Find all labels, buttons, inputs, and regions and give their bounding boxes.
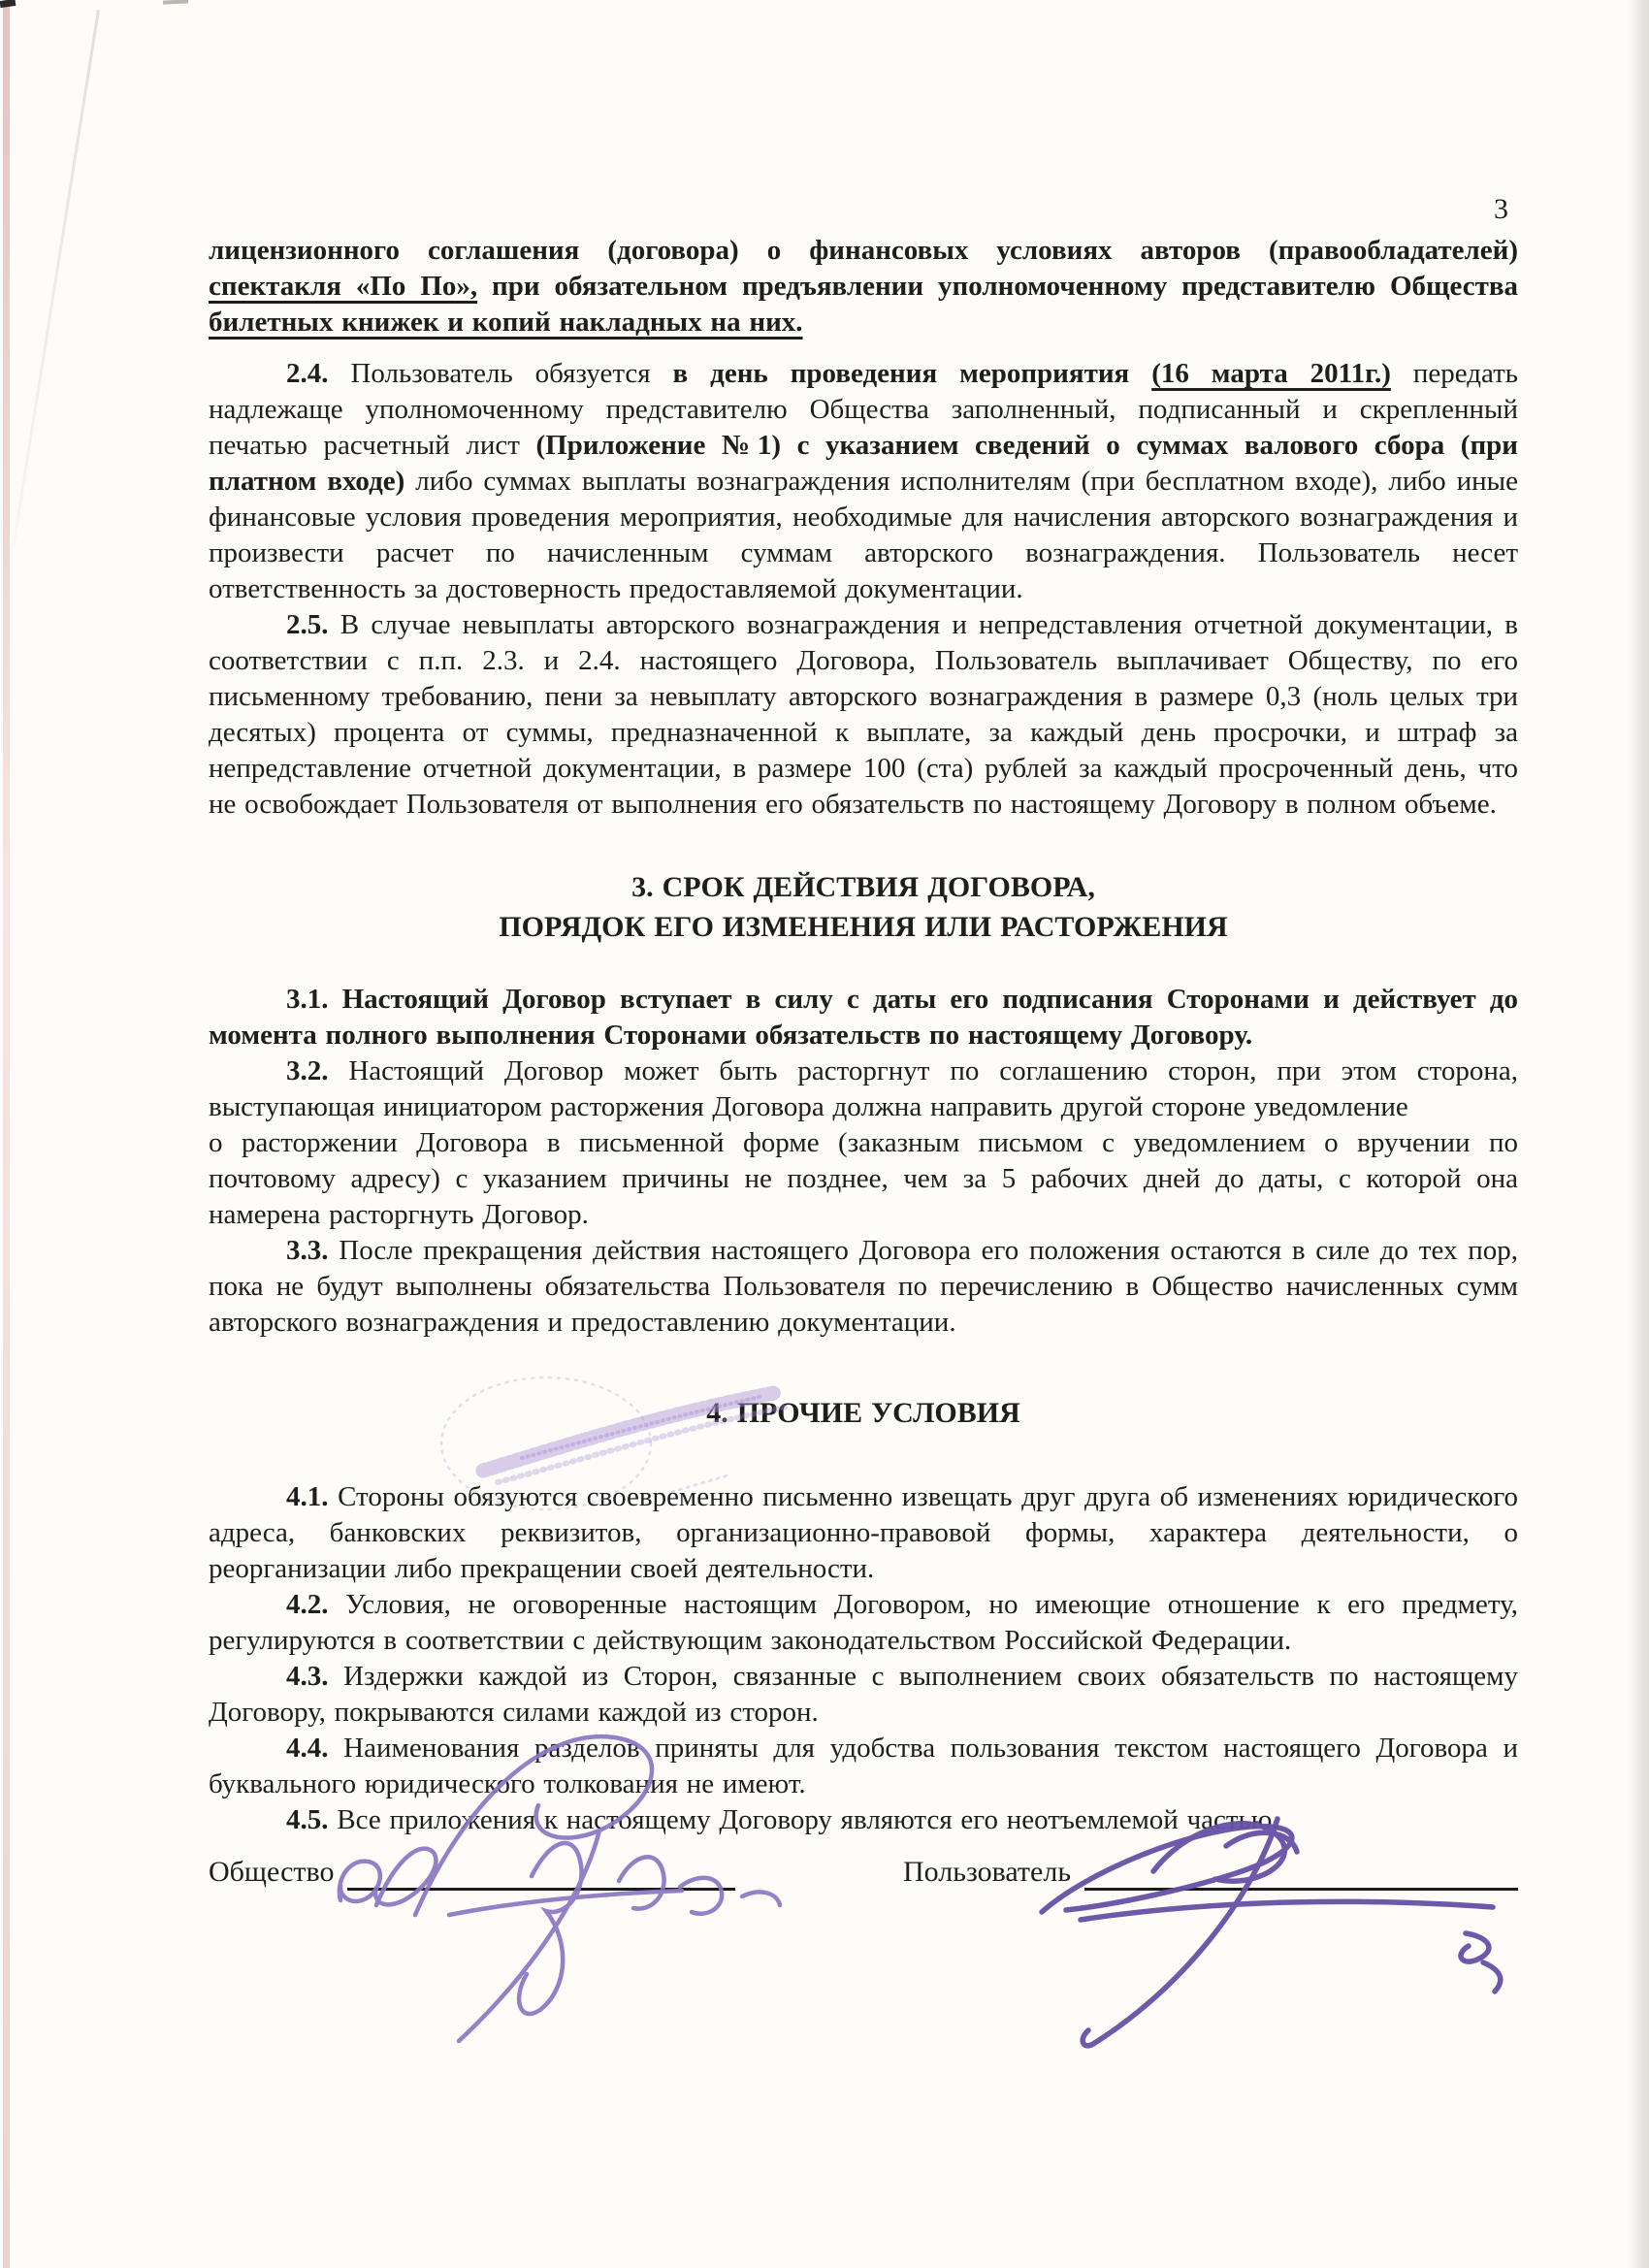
p45-text: Все приложения к настоящему Договору являются его неотъемлемой частью. [328, 1804, 1279, 1835]
paragraph-3-3 [209, 1233, 1518, 1341]
user-label: Пользователь [903, 1856, 1071, 1888]
p42-text: Условия, не оговоренные настоящим Договором, но имеющие отношение к его предмету, регулируются в соответствии с действующим законодательством Российской Федерации. [209, 1589, 1518, 1656]
p45-number: 4.5. [286, 1804, 329, 1835]
signature-row [209, 1854, 1518, 1891]
section-3-heading-block [209, 867, 1518, 947]
paragraph-3-1: 3.1. Настоящий Договор вступает в силу с даты его подписания Сторонами и действует до момента полного выполнения Сторонами обязательств по настоящему Договору. [209, 984, 1518, 1051]
section-3-title-line1: 3. СРОК ДЕЙСТВИЯ ДОГОВОРА, [631, 871, 1095, 903]
p33-text: После прекращения действия настоящего Договора его положения остаются в силе до тех пор, пока не будут выполнены обязательства Пользователя по перечислению в Общество начисленных сумм авторского вознаграждения и предоставлению документации. [209, 1235, 1518, 1338]
p24-date-underlined: (16 марта 2011г.) [1151, 358, 1391, 389]
scan-top-dash [163, 0, 188, 5]
scan-crease [12, 10, 100, 547]
section-4-heading-block [209, 1393, 1518, 1433]
user-signature-line [1084, 1855, 1518, 1891]
p25-number: 2.5. [286, 609, 329, 640]
user-signature-block [903, 1854, 1518, 1891]
p24-seg1: Пользователь обязуется [328, 358, 673, 389]
p25-text: В случае невыплаты авторского вознаграждения и непредставления отчетной документации, в соответствии с п.п. 2.3. и 2.4. настоящего Договора, Пользователь выплачивает Обществу, по его письменному требованию, пени за невыплату авторского вознаграждения в размере 0,3 (ноль целых три десятых) процента от суммы, предназначенной к выплате, за каждый день просрочки, и штраф за непредставление отчетной документации, в размере 100 (ста) рублей за каждый просроченный день, что не освобождает Пользователя от выполнения его обязательств по настоящему Договору в полном объеме. [209, 609, 1518, 820]
p44-number: 4.4. [286, 1733, 329, 1764]
p43-number: 4.3. [286, 1661, 329, 1692]
cont-seg-c: при обязательном предъявлении уполномоченному представителю Общества [477, 271, 1518, 302]
p32-text: Настоящий Договор может быть расторгнут по соглашению сторон, при этом сторона, выступающая инициатором расторжения Договора должна направить другой стороне уведомление [209, 1055, 1518, 1122]
paragraph-4-5 [209, 1802, 1518, 1838]
paragraph-2-5 [209, 607, 1518, 823]
paragraph-4-1 [209, 1479, 1518, 1587]
p24-seg5-bold: (Приложение №1) с указанием сведений о суммах валового сбора (при платном входе) [209, 430, 1518, 497]
society-signature-line [347, 1855, 735, 1891]
p43-text: Издержки каждой из Сторон, связанные с выполнением своих обязательств по настоящему Договору, покрываются силами каждой из сторон. [209, 1661, 1518, 1728]
paragraph-2-4 [209, 356, 1518, 607]
paragraph-4-3 [209, 1659, 1518, 1731]
p42-number: 4.2. [286, 1589, 329, 1620]
p32-number: 3.2. [286, 1055, 329, 1086]
page-number: 3 [1494, 193, 1508, 225]
paragraph-continuation [209, 233, 1518, 340]
p41-number: 4.1. [286, 1481, 329, 1512]
scan-edge-right [1628, 0, 1649, 2268]
p41-text: Стороны обязуются своевременно письменно извещать друг друга об изменениях юридического адреса, банковских реквизитов, организационно-правовой формы, характера деятельности, о реорганизации либо прекращении своей деятельности. [209, 1481, 1518, 1584]
p24-seg4: передать надлежаще уполномоченному представителю Общества заполненный, подписанный и скрепленный печатью расчетный лист [209, 358, 1518, 461]
scan-corner-speck [0, 0, 16, 8]
p33-number: 3.3. [286, 1235, 329, 1266]
cont-seg-a: лицензионного соглашения (договора) о финансовых условиях авторов (правообладателей) [209, 235, 1518, 266]
paragraph-3-2 [209, 1053, 1518, 1125]
section-3-title-line2: ПОРЯДОК ЕГО ИЗМЕНЕНИЯ ИЛИ РАСТОРЖЕНИЯ [499, 911, 1228, 943]
spacer [209, 340, 1518, 356]
p24-seg6: либо суммах выплаты вознаграждения исполнителям (при бесплатном входе), либо иные финансовые условия проведения мероприятия, необходимые для начисления авторского вознаграждения и произвести расчет по начисленным суммам авторского вознаграждения. Пользователь несет ответственность за достоверность предоставляемой документации. [209, 466, 1518, 604]
p24-seg2-bold: в день проведения мероприятия [672, 358, 1152, 389]
section-4-title: 4. ПРОЧИЕ УСЛОВИЯ [706, 1397, 1020, 1429]
paragraph-4-4 [209, 1731, 1518, 1802]
cont-seg-underlined-tickets: билетных книжек и копий накладных на них. [209, 307, 803, 338]
society-label: Общество [209, 1856, 335, 1888]
paragraph-4-2 [209, 1587, 1518, 1659]
scan-edge-left [3, 0, 10, 2268]
document-content [209, 192, 1518, 1891]
cont-seg-underlined-title: спектакля «По По», [209, 271, 478, 302]
p24-number: 2.4. [286, 358, 329, 389]
paragraph-3-2-continuation: о расторжении Договора в письменной форме (заказным письмом с уведомлением о вручении по почтовому адресу) с указанием причины не позднее, чем за 5 рабочих дней до даты, с которой она намерена расторгнуть Договор. [209, 1127, 1518, 1230]
p44-text: Наименования разделов приняты для удобства пользования текстом настоящего Договора и буквального юридического толкования не имеют. [209, 1733, 1518, 1799]
society-signature-block [209, 1854, 735, 1891]
